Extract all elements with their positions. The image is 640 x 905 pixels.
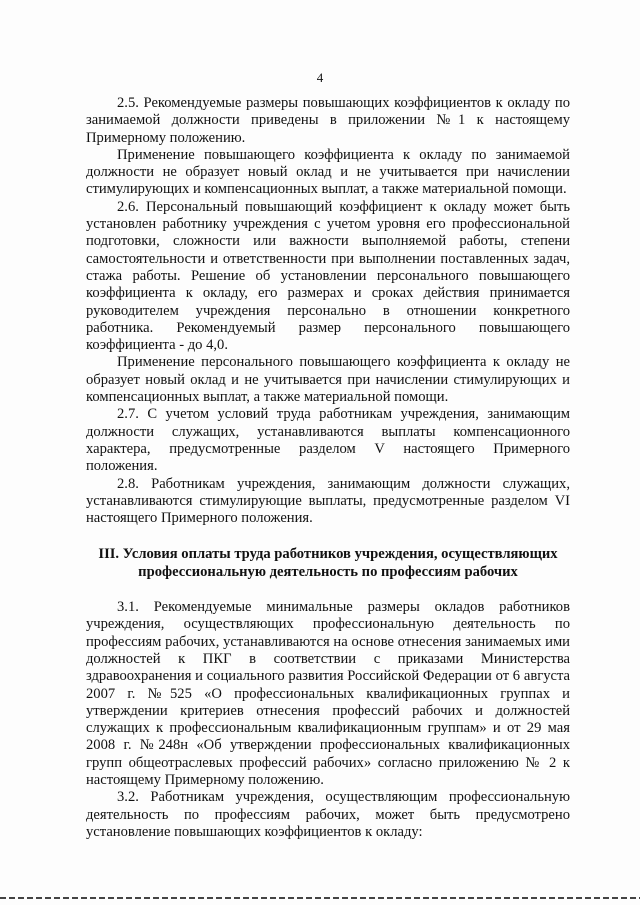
- paragraph-3-2: 3.2. Работникам учреждения, осуществляющим профессиональную деятельность по профессиям рабочих, может быть предусмотрено установление повышающих коэффициентов к окладу:: [86, 789, 570, 840]
- paragraph-2-5-note: Применение повышающего коэффициента к окладу по занимаемой должности не образует новый оклад и не учитывается при начислении стимулирующих и компенсационных выплат, а также материальной помощи.: [86, 146, 570, 198]
- paragraph-2-6-note: Применение персонального повышающего коэффициента к окладу не образует новый оклад и не учитывается при начислении стимулирующих и компенсационных выплат, а также материальной помощи.: [86, 354, 570, 406]
- paragraph-2-5: 2.5. Рекомендуемые размеры повышающих коэффициентов к окладу по занимаемой должности приведены в приложении №1 к настоящему Примерному положению.: [86, 95, 570, 146]
- paragraph-3-1: 3.1. Рекомендуемые минимальные размеры окладов работников учреждения, осуществляющих профессиональную деятельность по профессиям рабочих, устанавливаются на основе отнесения занимаемых ими должностей к ПКГ в соответствии с приказами Министерства здравоохранения и социального развития Российской Федерации от 6 августа 2007 г. №525 «О профессиональных квалификационных группах и утверждении критериев отнесения профессий рабочих и должностей служащих к профессиональным квалификационным группам» и от 29 мая 2008 г. №248н «Об утверждении профессиональных квалификационных групп общеотраслевых профессий рабочих» согласно приложению № 2 к настоящему Примерному положению.: [86, 599, 570, 788]
- page-number: 4: [316, 70, 324, 85]
- paragraph-2-7: 2.7. С учетом условий труда работникам учреждения, занимающим должности служащих, устанавливаются выплаты компенсационного характера, предусмотренные разделом V настоящего Примерного положения.: [86, 406, 570, 475]
- scan-bottom-edge: [0, 897, 640, 899]
- paragraph-2-6: 2.6. Персональный повышающий коэффициент к окладу может быть установлен работнику учреждения с учетом уровня его профессиональной подготовки, сложности или важности выполняемой работы, степени самостоятельности и ответственности при выполнении поставленных задач, стажа работы. Решение об установлении персонального повышающего коэффициента к окладу, его размерах и сроках действия принимается руководителем учреждения персонально в отношении конкретного работника. Рекомендуемый размер персонального повышающего коэффициента - до 4,0.: [86, 198, 570, 354]
- section-heading: III. Условия оплаты труда работников учреждения, осуществляющих профессиональную деятельность по профессиям рабочих: [98, 546, 558, 580]
- paragraph-2-8: 2.8. Работникам учреждения, занимающим должности служащих, устанавливаются стимулирующие выплаты, предусмотренные разделом VI настоящего Примерного положения.: [86, 475, 570, 527]
- document-body: [86, 95, 570, 841]
